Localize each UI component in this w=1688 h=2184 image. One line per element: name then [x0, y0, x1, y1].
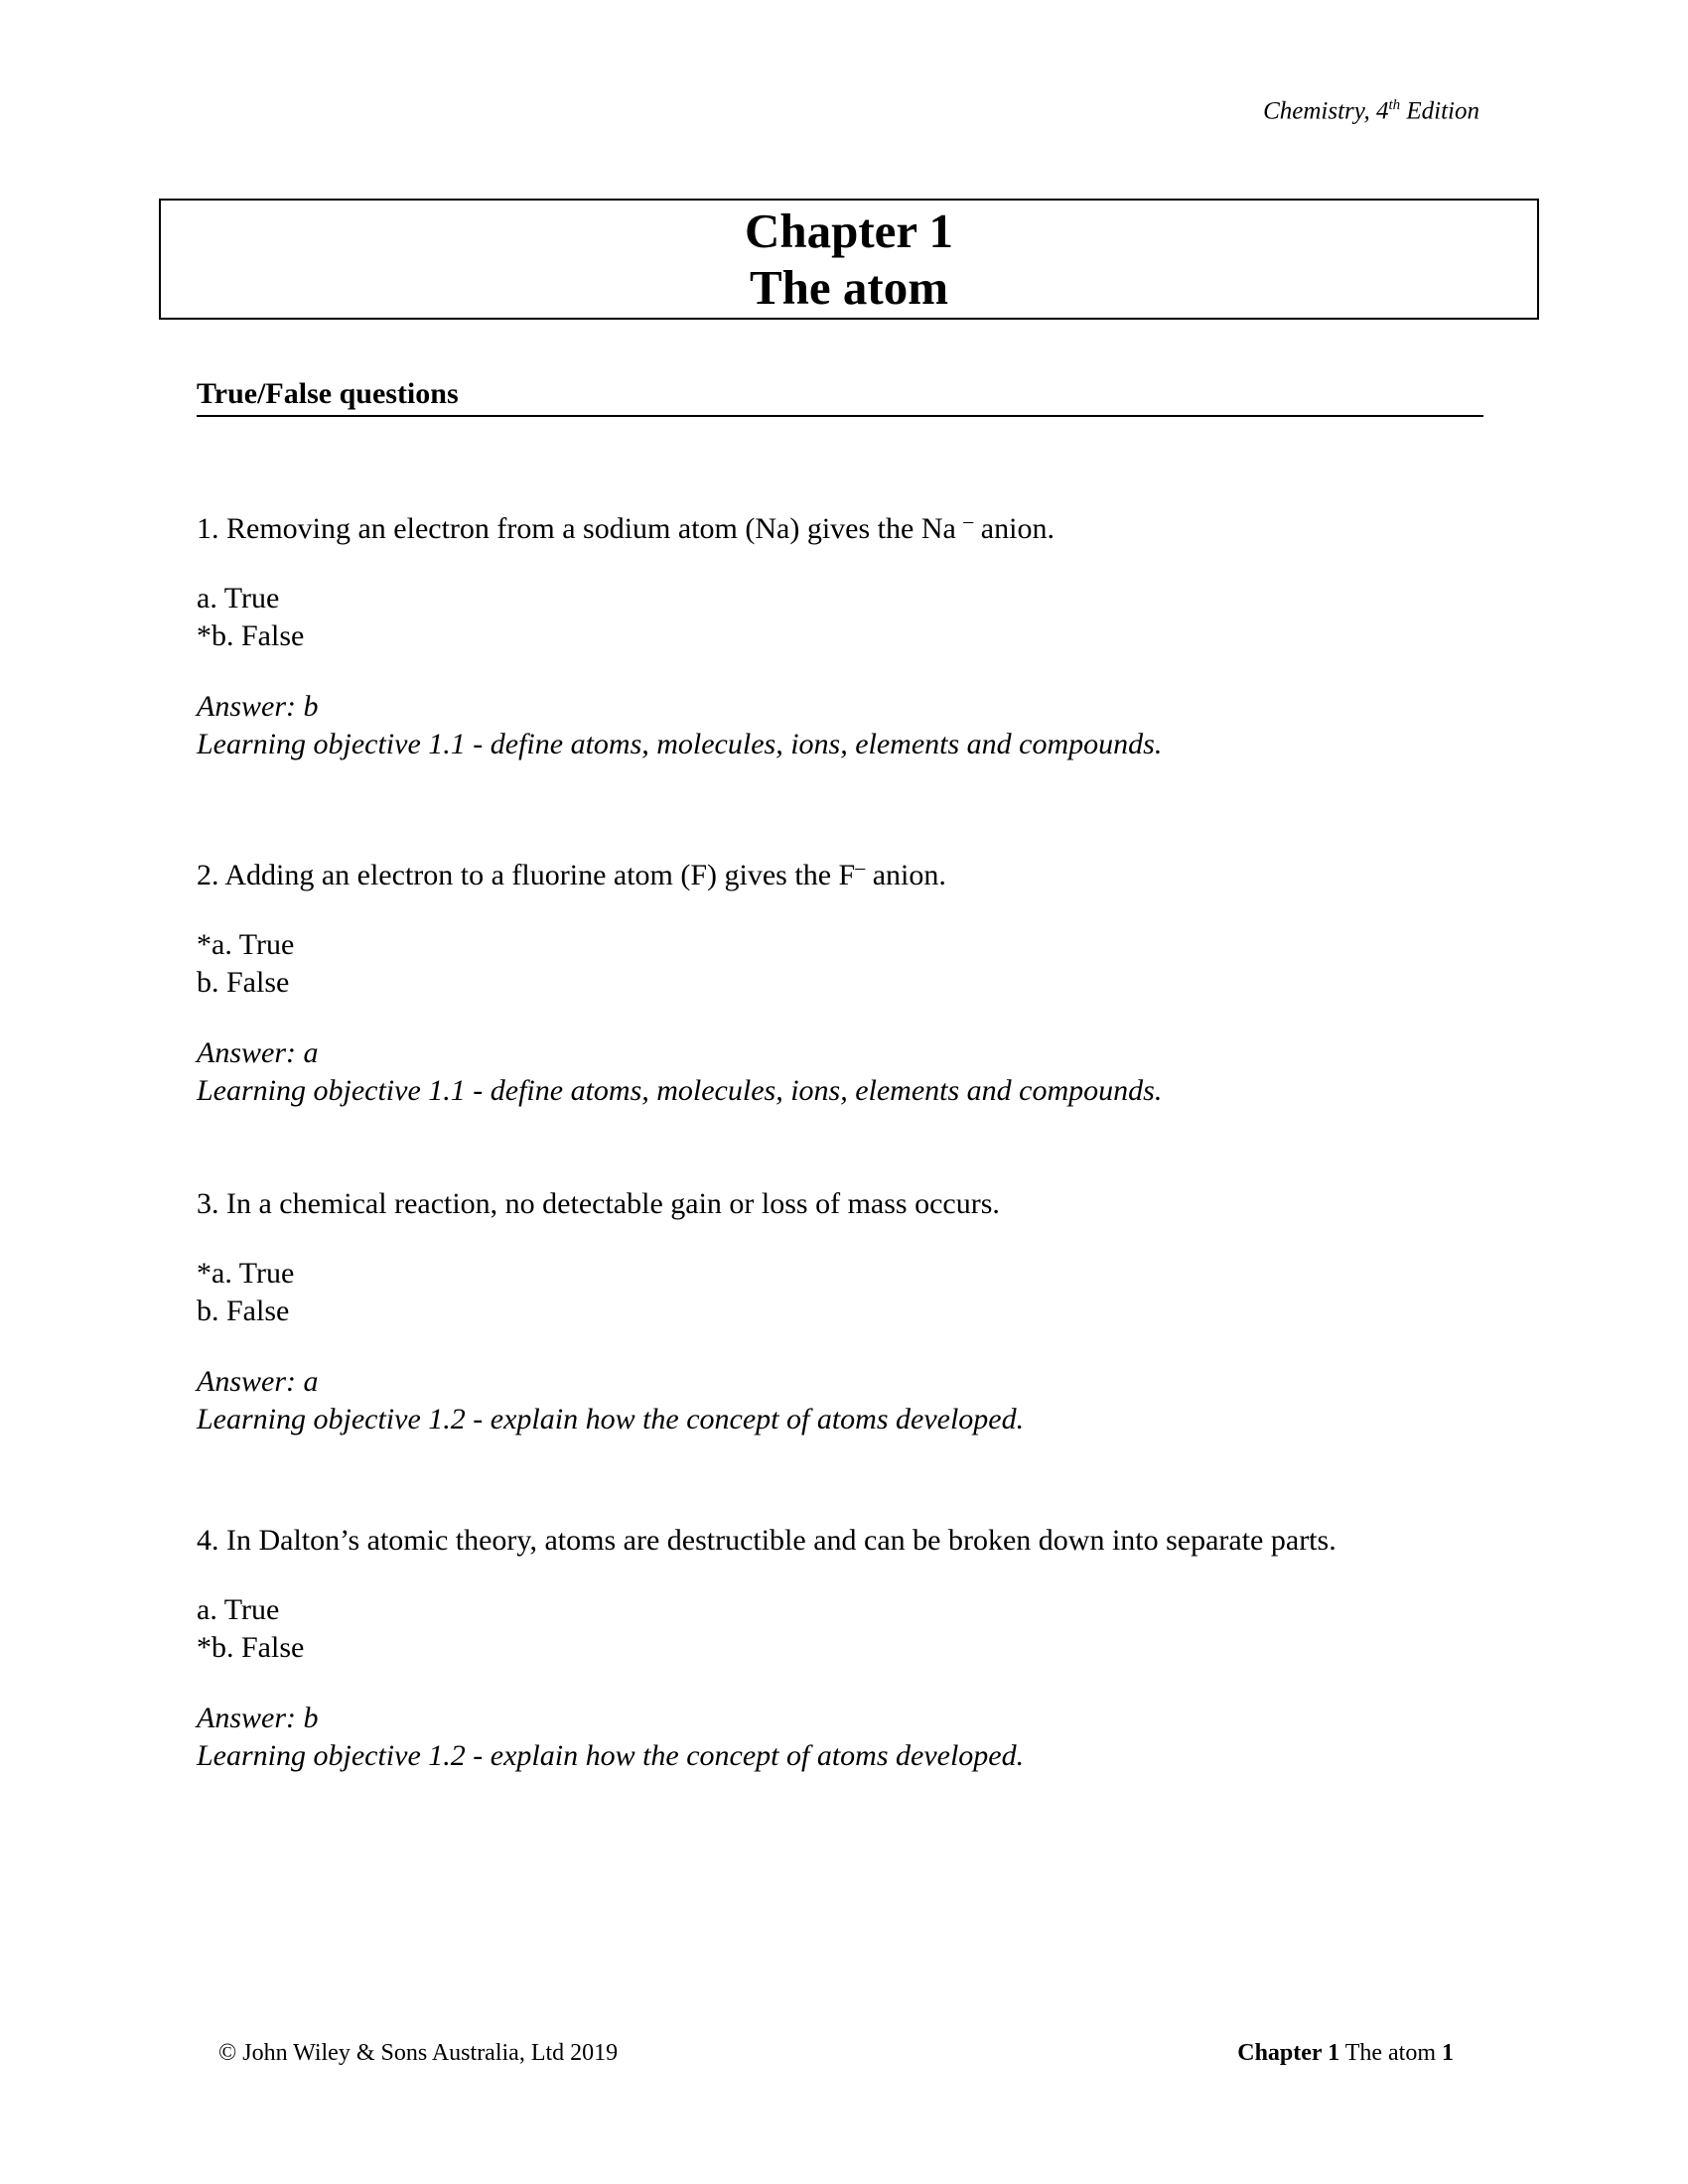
- edition-word: Edition: [1400, 97, 1479, 125]
- footer-copyright: © John Wiley & Sons Australia, Ltd 2019: [218, 2040, 619, 2066]
- answer: Answer: a: [197, 1036, 319, 1069]
- answer-block: [197, 1034, 1487, 1110]
- stem-text: 1. Removing an electron from a sodium atom (Na) gives the Na: [197, 512, 964, 545]
- page-number: 1: [1442, 2040, 1454, 2066]
- answer: Answer: b: [197, 1702, 319, 1734]
- option-a: *a. True: [197, 928, 295, 961]
- answer-block: [197, 1700, 1487, 1775]
- section-heading: True/False questions: [197, 377, 1483, 417]
- running-head: [1263, 97, 1479, 125]
- option-b: *b. False: [197, 1631, 305, 1664]
- question-3: [197, 1185, 1487, 1438]
- learning-objective: Learning objective 1.1 - define atoms, molecules, ions, elements and compounds.: [197, 1074, 1163, 1107]
- learning-objective: Learning objective 1.2 - explain how the concept of atoms developed.: [197, 1739, 1025, 1772]
- question-stem: [197, 502, 1487, 548]
- question-2: [197, 849, 1487, 1110]
- footer-chapter-label: Chapter 1: [1237, 2040, 1340, 2066]
- answer: Answer: a: [197, 1365, 319, 1398]
- charge-superscript: –: [963, 510, 974, 532]
- option-b: b. False: [197, 966, 290, 999]
- chapter-title-box: [159, 199, 1539, 320]
- edition-superscript: th: [1388, 97, 1401, 113]
- footer-chapter-title: The atom: [1339, 2040, 1442, 2066]
- answer: Answer: b: [197, 690, 319, 723]
- charge-superscript: –: [855, 857, 866, 879]
- question-stem: [197, 849, 1487, 894]
- option-a: a. True: [197, 1593, 280, 1626]
- learning-objective: Learning objective 1.1 - define atoms, molecules, ions, elements and compounds.: [197, 728, 1163, 760]
- footer-page-label: [1237, 2040, 1454, 2067]
- chapter-topic: The atom: [749, 260, 949, 315]
- answer-block: [197, 688, 1487, 763]
- question-1: [197, 502, 1487, 763]
- stem-text-end: anion.: [865, 859, 946, 891]
- options: [197, 926, 1487, 1002]
- options: [197, 1255, 1487, 1330]
- learning-objective: Learning objective 1.2 - explain how the concept of atoms developed.: [197, 1403, 1025, 1435]
- question-stem: 4. In Dalton’s atomic theory, atoms are destructible and can be broken down into separate parts.: [197, 1524, 1336, 1557]
- options: [197, 1591, 1487, 1667]
- question-4: [197, 1522, 1487, 1775]
- stem-text: 2. Adding an electron to a fluorine atom (F) gives the F: [197, 859, 856, 891]
- stem-text-end: anion.: [973, 512, 1055, 545]
- answer-block: [197, 1363, 1487, 1438]
- book-title: Chemistry, 4: [1263, 97, 1389, 125]
- options: [197, 580, 1487, 655]
- question-stem: 3. In a chemical reaction, no detectable gain or loss of mass occurs.: [197, 1187, 1000, 1220]
- option-b: *b. False: [197, 619, 305, 652]
- option-a: *a. True: [197, 1257, 295, 1290]
- option-a: a. True: [197, 582, 280, 614]
- option-b: b. False: [197, 1295, 290, 1327]
- chapter-number: Chapter 1: [744, 204, 954, 258]
